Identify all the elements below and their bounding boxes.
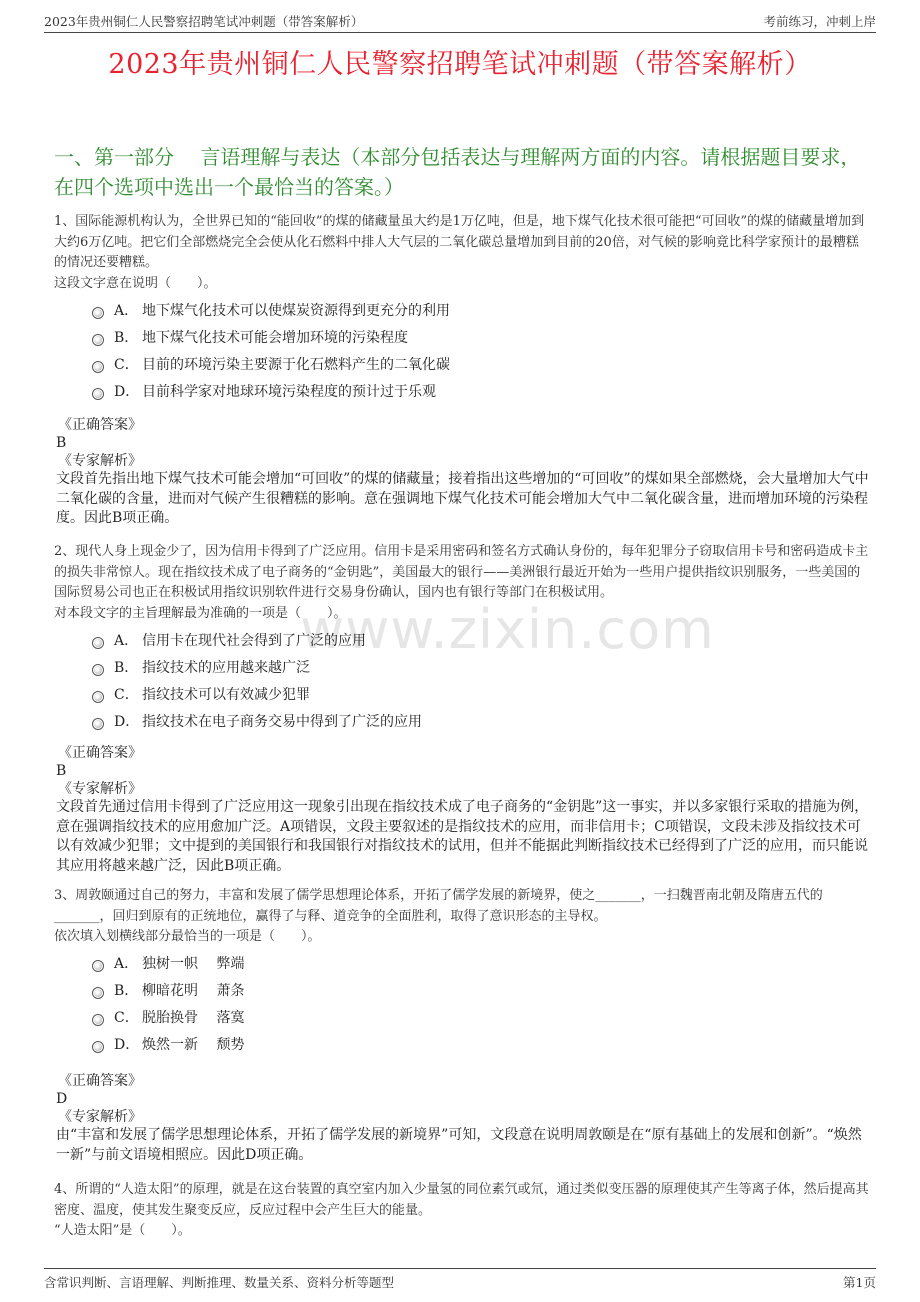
explain-label: 《专家解析》 [58, 453, 142, 469]
radio-icon[interactable] [92, 361, 104, 373]
answer-label: 《正确答案》 [58, 745, 142, 761]
question-2 [54, 542, 870, 736]
option-text: 地下煤气化技术可以使煤炭资源得到更充分的利用 [142, 302, 450, 319]
question-2-option-b[interactable] [92, 655, 870, 682]
option-letter: C． [114, 356, 139, 373]
explain-text: 由“丰富和发展了儒学思想理论体系，开拓了儒学发展的新境界”可知，文段意在说明周敦颐是在“原有基础上的发展和创新”。“焕然一新”与前文语境相照应。因此D项正确。 [56, 1127, 862, 1163]
option-text: 指纹技术可以有效减少犯罪 [142, 686, 310, 703]
question-4 [54, 1180, 870, 1241]
question-3-option-c[interactable] [92, 1005, 870, 1032]
page-footer [44, 1268, 876, 1295]
answer-value: B [56, 435, 67, 451]
footer-note: 含常识判断、言语理解、判断推理、数量关系、资料分析等题型 [44, 1275, 395, 1290]
option-text: 信用卡在现代社会得到了广泛的应用 [142, 632, 366, 649]
option-text: 目前科学家对地球环境污染程度的预计过于乐观 [142, 383, 436, 400]
explain-text: 文段首先指出地下煤气技术可能会增加“可回收”的煤的储藏量；接着指出这些增加的“可回收”的煤如果全部燃烧，会大量增加大气中二氧化碳的含量，进而对气候产生很糟糕的影响。意在强调地下煤气化技术可能会增加大气中二氧化碳含量，进而增加环境的污染程度。因此B项正确。 [56, 471, 869, 526]
option-letter: A． [114, 956, 139, 972]
option-text: 目前的环境污染主要源于化石燃料产生的二氧化碳 [142, 356, 450, 373]
question-2-text: 2、现代人身上现金少了，因为信用卡得到了广泛应用。信用卡是采用密码和签名方式确认身份的，每年犯罪分子窃取信用卡号和密码造成卡主的损失非常惊人。现在指纹技术成了电子商务的“金钥匙”，美国最大的银行——美洲银行最近开始为一些用户提供指纹识别服务，一些美国的国际贸易公司也正在积极试用指纹识别软件进行交易身份确认，国内也有银行等部门在积极试用。 [54, 544, 869, 600]
option-text: 指纹技术在电子商务交易中得到了广泛的应用 [142, 713, 422, 730]
question-2-options [92, 628, 870, 736]
question-1-option-a[interactable] [92, 298, 870, 325]
radio-icon[interactable] [92, 1041, 104, 1053]
option-text: 柳暗花明 萧条 [142, 983, 245, 999]
option-letter: A． [114, 632, 139, 649]
question-4-prompt: “人造太阳”是（ ）。 [54, 1223, 191, 1238]
question-1-option-d[interactable] [92, 379, 870, 406]
radio-icon[interactable] [92, 307, 104, 319]
question-3 [54, 886, 870, 1059]
header-slogan: 考前练习，冲刺上岸 [763, 14, 876, 29]
explain-label: 《专家解析》 [58, 1109, 142, 1125]
question-2-prompt: 对本段文字的主旨理解最为准确的一项是（ ）。 [54, 605, 347, 621]
option-letter: C． [114, 1010, 139, 1026]
question-1-text: 1、国际能源机构认为，全世界已知的“能回收”的煤的储藏量虽大约是1万亿吨，但是，地下煤气化技术很可能把“可回收”的煤的储藏量增加到大约6万亿吨。把它们全部燃烧完全会使从化石燃料中排人大气层的二氧化碳总量增加到目前的20倍，对气候的影响竟比科学家预计的最糟糕的情况还要糟糕。 [54, 214, 865, 270]
answer-value: B [56, 763, 67, 779]
question-2-option-c[interactable] [92, 682, 870, 709]
radio-icon[interactable] [92, 1014, 104, 1026]
option-text: 独树一帜 弊端 [142, 956, 245, 972]
question-2-option-d[interactable] [92, 709, 870, 736]
option-letter: D． [114, 713, 140, 730]
radio-icon[interactable] [92, 388, 104, 400]
watermark: www.zixin.com [300, 598, 715, 661]
answer-value: D [56, 1091, 68, 1107]
option-letter: A． [114, 302, 139, 319]
radio-icon[interactable] [92, 637, 104, 649]
option-letter: B． [114, 659, 139, 676]
question-3-option-b[interactable] [92, 978, 870, 1005]
answer-3 [54, 1072, 870, 1165]
option-text: 焕然一新 颓势 [142, 1037, 245, 1053]
option-letter: C． [114, 686, 139, 703]
question-3-options [92, 951, 870, 1059]
page-header [44, 10, 876, 33]
section-heading: 一、第一部分 言语理解与表达（本部分包括表达与理解两方面的内容。请根据题目要求，在四个选项中选出一个最恰当的答案。） [54, 145, 861, 199]
option-text: 指纹技术的应用越来越广泛 [142, 659, 310, 676]
header-doc-name: 2023年贵州铜仁人民警察招聘笔试冲刺题（带答案解析） [44, 14, 364, 29]
option-letter: B． [114, 329, 139, 346]
question-3-option-d[interactable] [92, 1032, 870, 1059]
page-number: 第1页 [843, 1275, 876, 1290]
option-text: 地下煤气化技术可能会增加环境的污染程度 [142, 329, 408, 346]
radio-icon[interactable] [92, 664, 104, 676]
answer-2 [54, 744, 870, 876]
answer-label: 《正确答案》 [58, 1073, 142, 1089]
radio-icon[interactable] [92, 334, 104, 346]
radio-icon[interactable] [92, 691, 104, 703]
explain-label: 《专家解析》 [58, 781, 142, 797]
question-1-option-c[interactable] [92, 352, 870, 379]
question-3-text: 3、周敦颐通过自己的努力，丰富和发展了儒学思想理论体系，开拓了儒学发展的新境界，使之_______，一扫魏晋南北朝及隋唐五代的_______，回归到原有的正统地位，赢得了与释、道竞争的全面胜利，取得了意识形态的主导权。 [54, 888, 823, 924]
radio-icon[interactable] [92, 960, 104, 972]
option-text: 脱胎换骨 落寞 [142, 1010, 245, 1026]
question-2-option-a[interactable] [92, 628, 870, 655]
radio-icon[interactable] [92, 718, 104, 730]
answer-1 [54, 416, 870, 529]
question-3-prompt: 依次填入划横线部分最恰当的一项是（ ）。 [54, 929, 321, 944]
option-letter: D． [114, 1037, 140, 1053]
document-title: 2023年贵州铜仁人民警察招聘笔试冲刺题（带答案解析） [108, 49, 812, 80]
explain-text: 文段首先通过信用卡得到了广泛应用这一现象引出现在指纹技术成了电子商务的“金钥匙”这一事实，并以多家银行采取的措施为例，意在强调指纹技术的应用愈加广泛。A项错误，文段主要叙述的是指纹技术的应用，而非信用卡；C项错误，文段未涉及指纹技术可以有效减少犯罪；文中提到的美国银行和我国银行对指纹技术的试用，但并不能据此判断指纹技术已经得到了广泛的应用，而只能说其应用将越来越广泛，因此B项正确。 [56, 799, 869, 874]
option-letter: D． [114, 383, 140, 400]
question-1-options [92, 298, 870, 406]
answer-label: 《正确答案》 [58, 417, 142, 433]
radio-icon[interactable] [92, 987, 104, 999]
question-3-option-a[interactable] [92, 951, 870, 978]
question-1-option-b[interactable] [92, 325, 870, 352]
question-1 [54, 212, 870, 406]
option-letter: B． [114, 983, 139, 999]
question-4-text: 4、所谓的“人造太阳”的原理，就是在这台装置的真空室内加入少量氢的同位素氕或氘，通过类似变压器的原理使其产生等离子体，然后提高其密度、温度，使其发生聚变反应，反应过程中会产生巨大的能量。 [54, 1182, 869, 1218]
question-1-prompt: 这段文字意在说明（ ）。 [54, 275, 217, 291]
